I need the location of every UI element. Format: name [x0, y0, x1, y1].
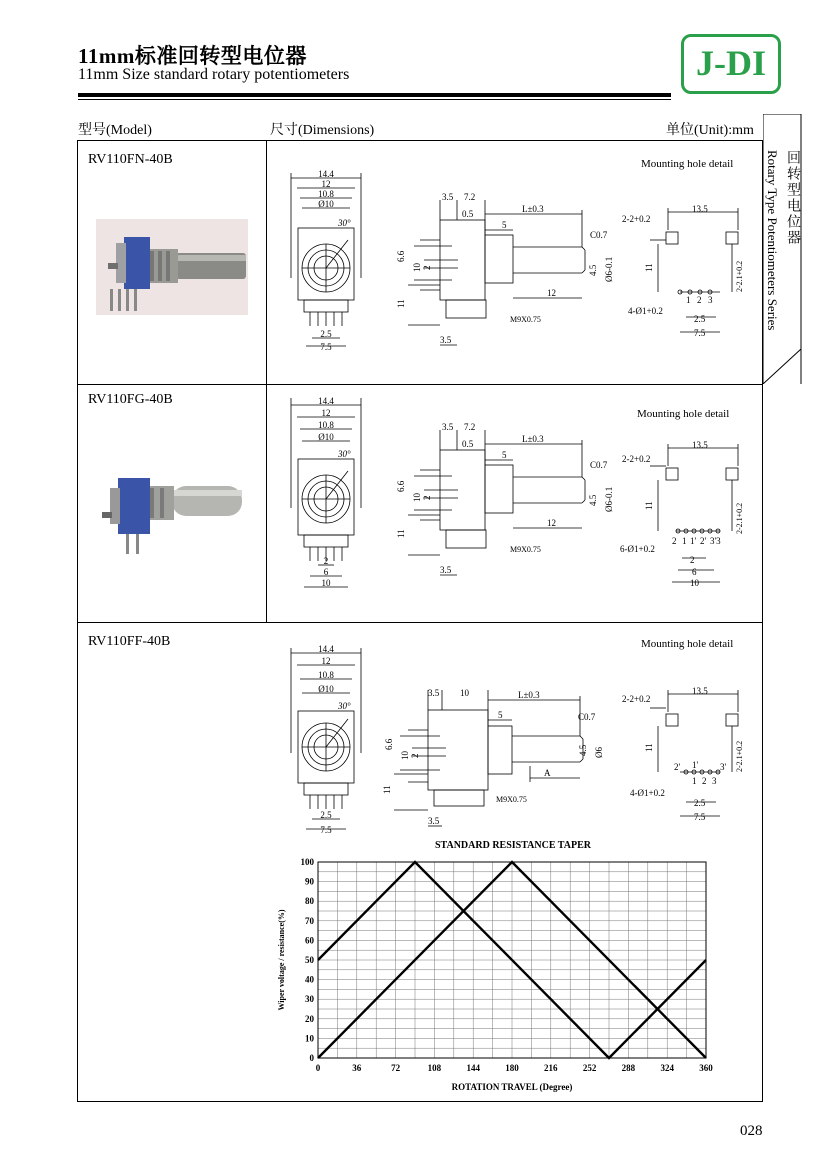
brand-logo: [681, 34, 781, 94]
side-dim-d1-2: 4.5: [588, 494, 598, 506]
hole-pin-a-3: 2': [674, 762, 681, 772]
y-tick-label: 0: [309, 1053, 314, 1063]
hole-dim-r-3: 2-2.1+0.2: [735, 740, 744, 772]
column-header-unit: 单位(Unit):mm: [666, 123, 754, 138]
front-dim-w1-3: 14.4: [318, 644, 334, 654]
side-dim-h2-3: 10: [400, 751, 410, 760]
y-tick-label: 10: [305, 1033, 314, 1044]
front-dim-angle-1: 30°: [338, 218, 351, 228]
mounting-caption-3: Mounting hole detail: [641, 638, 734, 650]
side-dim-h1-3: 6.6: [384, 738, 394, 750]
side-dim-h3-3: 2: [410, 753, 420, 758]
side-dim-ch-1: C0.7: [590, 230, 608, 240]
hole-dim-p2-2: 6: [692, 567, 697, 577]
side-label-cn: 回转型电位器: [785, 150, 800, 246]
side-dim-h1-1: 6.6: [396, 250, 406, 262]
side-dim-bot-2: 3.5: [440, 565, 452, 575]
x-tick-label: 36: [352, 1063, 362, 1073]
hole-dim-p1-2: 2: [690, 555, 695, 565]
front-view-drawing-2: [286, 393, 366, 593]
hole-pin-b-3: 1': [692, 760, 699, 770]
front-dim-w2-3: 12: [321, 656, 331, 666]
side-dim-s-2: 5: [502, 450, 507, 460]
front-dim-b1-1: 2.5: [320, 329, 332, 339]
hole-dim-h-2: 11: [644, 501, 654, 510]
hole-dim-h-1: 11: [644, 263, 654, 272]
side-dim-ch-3: C0.7: [578, 712, 596, 722]
side-dim-thread-2: M9X0.75: [510, 545, 541, 554]
side-dim-bot-3: 3.5: [428, 816, 440, 826]
product-photo-1: [96, 219, 248, 315]
side-dim-h3-1: 2: [422, 265, 432, 270]
hole-pin-1-1: 1: [686, 295, 691, 305]
side-dim-d2-3: Ø6: [594, 747, 604, 758]
side-dim-thread-3: M9X0.75: [496, 795, 527, 804]
side-dim-h4-3: 11: [382, 785, 392, 794]
side-dim-l-1: L±0.3: [522, 204, 544, 214]
side-dim-c-2: 0.5: [462, 439, 474, 449]
side-dim-d2-2: Ø6-0.1: [604, 486, 614, 512]
table-divider-row2: [77, 622, 763, 623]
side-dim-d1-1: 4.5: [588, 264, 598, 276]
x-tick-label: 72: [391, 1063, 401, 1073]
product-photo-2: [96, 460, 248, 560]
hole-dim-top-2: 2-2+0.2: [622, 454, 651, 464]
hole-dim-w-3: 13.5: [692, 686, 708, 696]
chart-title: STANDARD RESISTANCE TAPER: [435, 840, 591, 851]
hole-dim-p3-2: 10: [690, 578, 699, 586]
front-dim-w3-2: 10.8: [318, 420, 334, 430]
front-dim-angle-2: 30°: [338, 449, 351, 459]
side-dim-thread-1: M9X0.75: [510, 315, 541, 324]
x-tick-label: 216: [544, 1063, 558, 1073]
model-name-2: RV110FG-40B: [88, 392, 173, 407]
hole-pin-e-2: 3'3: [710, 536, 721, 546]
front-dim-w3-1: 10.8: [318, 189, 334, 199]
header-rule-thick: [78, 93, 671, 97]
x-tick-label: 0: [315, 1063, 321, 1073]
side-dim-d1-3: 4.5: [578, 744, 588, 756]
x-tick-label: 324: [660, 1063, 674, 1073]
x-tick-label: 252: [582, 1063, 597, 1073]
y-tick-label: 30: [305, 994, 314, 1005]
side-dim-h4-2: 11: [396, 529, 406, 538]
side-dim-bot-1: 3.5: [440, 335, 452, 345]
side-dim-s-3: 5: [498, 710, 503, 720]
mounting-hole-drawing-1: [620, 200, 750, 340]
y-tick-label: 60: [305, 935, 314, 946]
resistance-taper-chart: [268, 852, 728, 1098]
x-axis-label: ROTATION TRAVEL (Degree): [451, 1082, 573, 1092]
hole-dim-r-2: 2-2.1+0.2: [735, 502, 744, 534]
front-dim-d-1: Ø10: [318, 199, 334, 209]
side-dim-a-1: 3.5: [442, 192, 454, 202]
hole-pin-b-2: 1: [682, 536, 687, 546]
y-tick-label: 80: [305, 896, 314, 907]
side-label-en: Rotary Type Potentiometers Series: [765, 150, 780, 331]
hole-pin-d-3: 1: [692, 776, 697, 786]
hole-dim-top-3: 2-2+0.2: [622, 694, 651, 704]
side-dim-a-2: 3.5: [442, 422, 454, 432]
hole-dim-p2-3: 7.5: [694, 812, 706, 822]
front-dim-angle-3: 30°: [338, 701, 351, 711]
table-divider-vertical: [266, 140, 267, 622]
hole-dim-p2-1: 7.5: [694, 328, 706, 338]
side-dim-a-3: 3.5: [428, 688, 440, 698]
hole-dim-holes-3: 4-Ø1+0.2: [630, 788, 665, 798]
model-name-3: RV110FF-40B: [88, 634, 171, 649]
hole-pin-d-2: 2': [700, 536, 707, 546]
front-dim-b3-2: 10: [321, 578, 331, 588]
side-dim-len-1: 12: [547, 288, 556, 298]
column-header-dimensions: 尺寸(Dimensions): [270, 123, 375, 138]
mounting-hole-drawing-3: [620, 682, 750, 822]
front-view-drawing-3: [286, 643, 366, 835]
front-dim-w2-2: 12: [321, 408, 331, 418]
front-dim-b1-3: 2.5: [320, 810, 332, 820]
hole-pin-a-2: 2: [672, 536, 677, 546]
hole-dim-h-3: 11: [644, 743, 654, 752]
y-tick-label: 70: [305, 915, 314, 926]
y-tick-label: 20: [305, 1013, 314, 1024]
hole-dim-top-1: 2-2+0.2: [622, 214, 651, 224]
brand-logo-text: J-DI: [696, 43, 766, 83]
x-tick-label: 144: [466, 1063, 480, 1073]
y-tick-label: 90: [305, 876, 314, 887]
y-tick-label: 100: [300, 857, 314, 867]
front-dim-b1-2: 2: [323, 556, 329, 566]
hole-pin-c-3: 3': [720, 762, 727, 772]
side-dim-h3-2: 2: [422, 495, 432, 500]
side-dim-h4-1: 11: [396, 299, 406, 308]
y-tick-label: 50: [305, 955, 314, 965]
side-dim-l-2: L±0.3: [522, 434, 544, 444]
x-tick-label: 360: [699, 1063, 713, 1073]
front-dim-w1-1: 14.4: [318, 169, 334, 179]
side-dim-ch-2: C0.7: [590, 460, 608, 470]
side-view-drawing-2: [392, 420, 632, 585]
hole-dim-w-1: 13.5: [692, 204, 708, 214]
page-number: 028: [740, 1123, 763, 1139]
hole-pin-e-3: 2: [702, 776, 707, 786]
hole-dim-p1-3: 2.5: [694, 798, 706, 808]
side-dim-c-1: 0.5: [462, 209, 474, 219]
hole-dim-w-2: 13.5: [692, 440, 708, 450]
x-tick-label: 180: [505, 1063, 519, 1073]
side-dim-h1-2: 6.6: [396, 480, 406, 492]
hole-dim-p1-1: 2.5: [694, 314, 706, 324]
hole-dim-holes-1: 4-Ø1+0.2: [628, 306, 663, 316]
side-dim-b-2: 7.2: [464, 422, 476, 432]
front-dim-b2-1: 7.5: [320, 342, 332, 352]
hole-pin-f-3: 3: [712, 776, 717, 786]
x-tick-label: 288: [621, 1063, 636, 1073]
side-view-drawing-1: [392, 190, 632, 355]
table-divider-row1: [77, 384, 763, 385]
page-title-en: 11mm Size standard rotary potentiometers: [78, 66, 350, 83]
hole-pin-c-2: 1': [690, 536, 697, 546]
side-dim-len-3: A: [544, 768, 551, 778]
page-title-cn: 11mm标准回转型电位器: [78, 44, 307, 68]
side-dim-len-2: 12: [547, 518, 556, 528]
mounting-caption-2: Mounting hole detail: [637, 408, 730, 420]
front-dim-d-2: Ø10: [318, 432, 334, 442]
x-tick-label: 108: [427, 1063, 442, 1073]
column-header-model: 型号(Model): [78, 123, 152, 138]
hole-pin-3-1: 3: [708, 295, 713, 305]
y-tick-label: 40: [305, 974, 314, 985]
front-dim-b2-2: 6: [323, 567, 329, 577]
front-dim-w2-1: 12: [321, 179, 331, 189]
model-name-1: RV110FN-40B: [88, 152, 173, 167]
mounting-hole-drawing-2: [616, 436, 750, 586]
side-dim-d2-1: Ø6-0.1: [604, 256, 614, 282]
side-view-drawing-3: [380, 686, 620, 831]
header-rule-thin: [78, 99, 671, 100]
front-view-drawing-1: [286, 168, 366, 353]
front-dim-w3-3: 10.8: [318, 670, 334, 680]
hole-dim-holes-2: 6-Ø1+0.2: [620, 544, 655, 554]
front-dim-b2-3: 7.5: [320, 825, 332, 835]
side-dim-h2-1: 10: [412, 263, 422, 272]
y-axis-label: Wiper voltage / resistance(%): [277, 909, 286, 1011]
front-dim-d-3: Ø10: [318, 684, 334, 694]
side-dim-h2-2: 10: [412, 493, 422, 502]
front-dim-w1-2: 14.4: [318, 396, 334, 406]
side-dim-b-3: 10: [460, 688, 469, 698]
side-dim-s-1: 5: [502, 220, 507, 230]
mounting-caption-1: Mounting hole detail: [641, 158, 734, 170]
side-dim-b-1: 7.2: [464, 192, 476, 202]
hole-dim-r-1: 2-2.1+0.2: [735, 260, 744, 292]
side-dim-l-3: L±0.3: [518, 690, 540, 700]
hole-pin-2-1: 2: [697, 295, 702, 305]
